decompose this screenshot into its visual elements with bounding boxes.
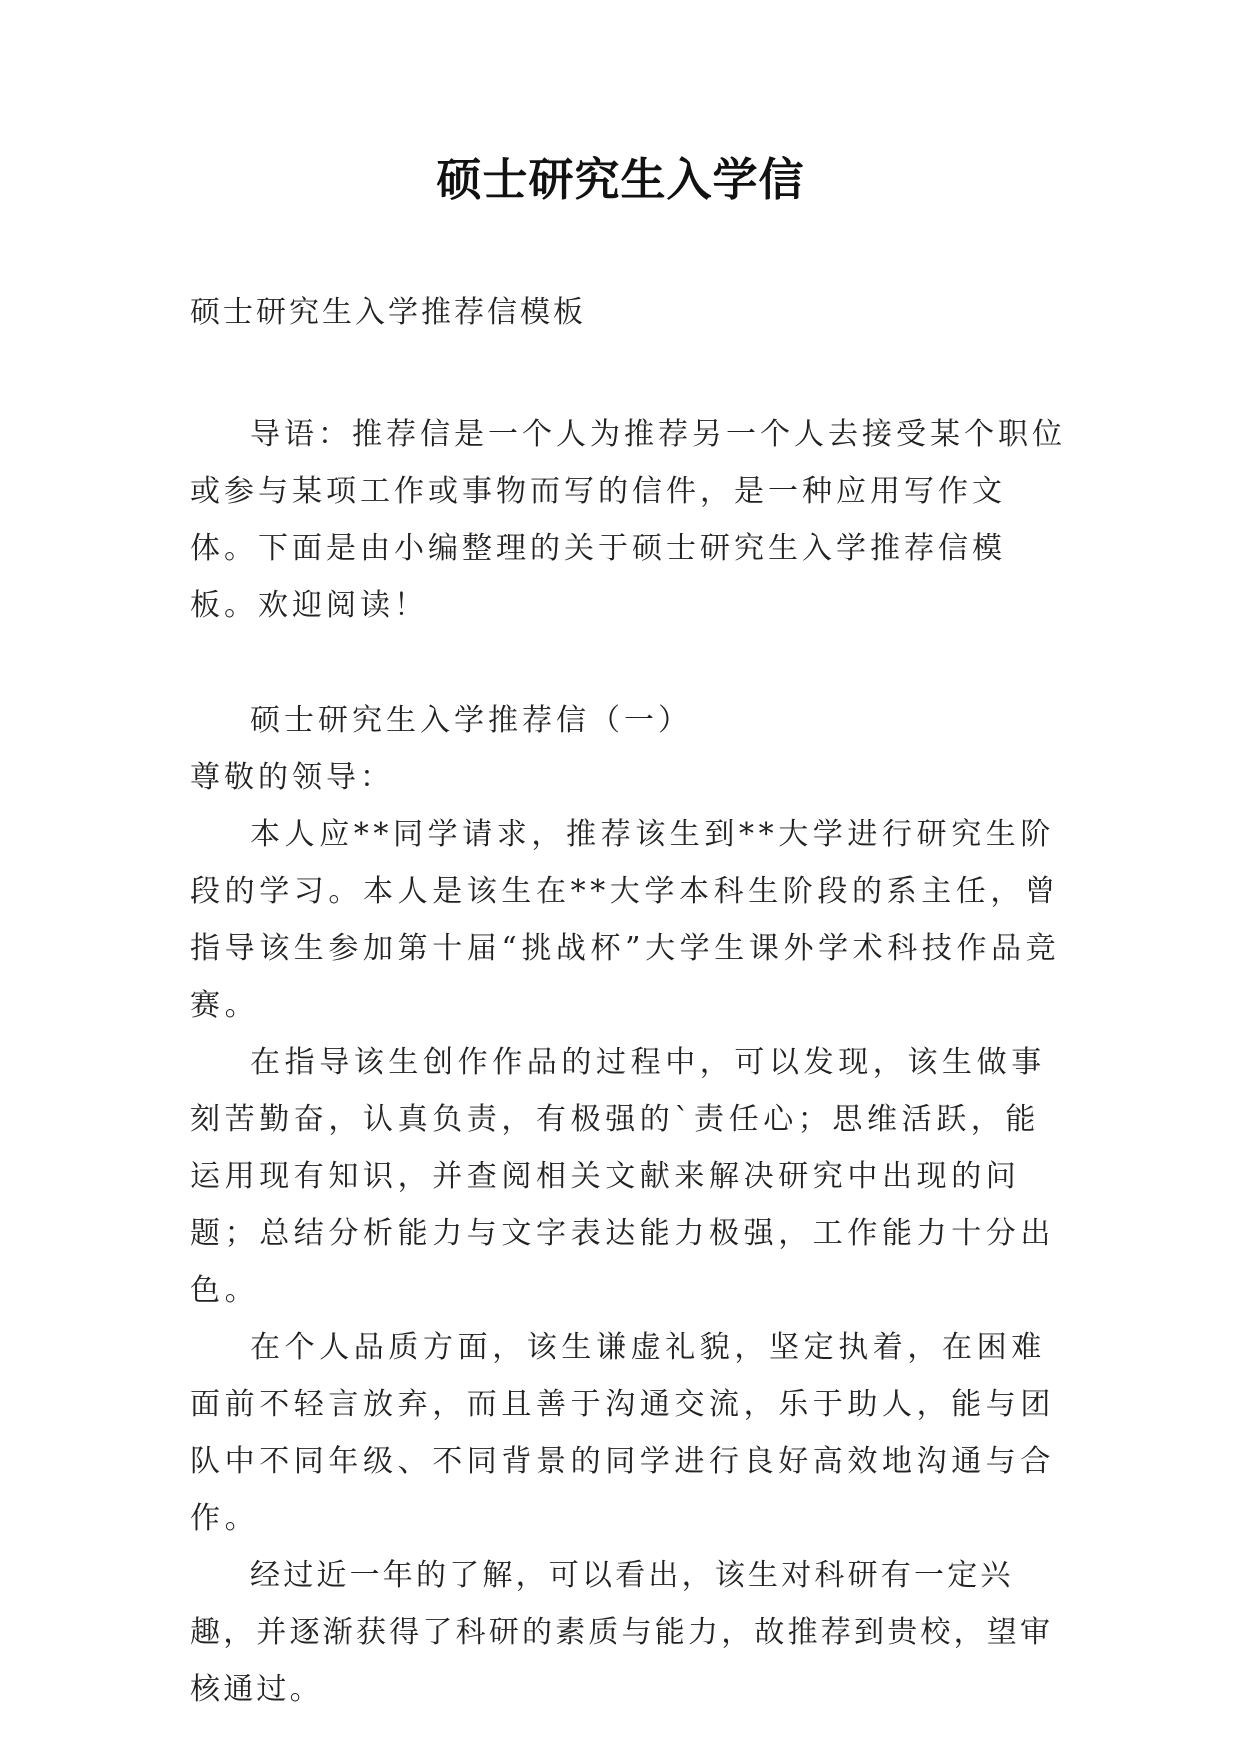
letter-paragraph-2: 在指导该生创作作品的过程中，可以发现，该生做事刻苦勤奋，认真负责，有极强的`责任心；思维活跃，能运用现有知识，并查阅相关文献来解决研究中出现的问题；总结分析能力与文字表达能力极强，工作能力十分出色。 xyxy=(190,1045,1055,1308)
document-subtitle: 硕士研究生入学推荐信模板 xyxy=(190,295,586,330)
letter-section xyxy=(190,692,1070,1718)
letter-paragraph-3: 在个人品质方面，该生谦虚礼貌，坚定执着，在困难面前不轻言放弃，而且善于沟通交流，乐于助人，能与团队中不同年级、不同背景的同学进行良好高效地沟通与合作。 xyxy=(190,1330,1055,1536)
document-title: 硕士研究生入学信 xyxy=(436,153,805,206)
intro-section xyxy=(190,406,1070,634)
letter-paragraph-1: 本人应**同学请求，推荐该生到**大学进行研究生阶段的学习。本人是该生在**大学本科生阶段的系主任，曾指导该生参加第十届“挑战杯”大学生课外学术科技作品竞赛。 xyxy=(190,817,1061,1023)
letter-salutation: 尊敬的领导： xyxy=(190,760,394,795)
letter-paragraph-4: 经过近一年的了解，可以看出，该生对科研有一定兴趣，并逐渐获得了科研的素质与能力，故推荐到贵校，望审核通过。 xyxy=(190,1558,1054,1707)
letter-heading: 硕士研究生入学推荐信（一） xyxy=(250,703,692,738)
intro-paragraph: 导语：推荐信是一个人为推荐另一个人去接受某个职位或参与某项工作或事物而写的信件，是一种应用写作文体。下面是由小编整理的关于硕士研究生入学推荐信模板。欢迎阅读！ xyxy=(190,417,1066,623)
